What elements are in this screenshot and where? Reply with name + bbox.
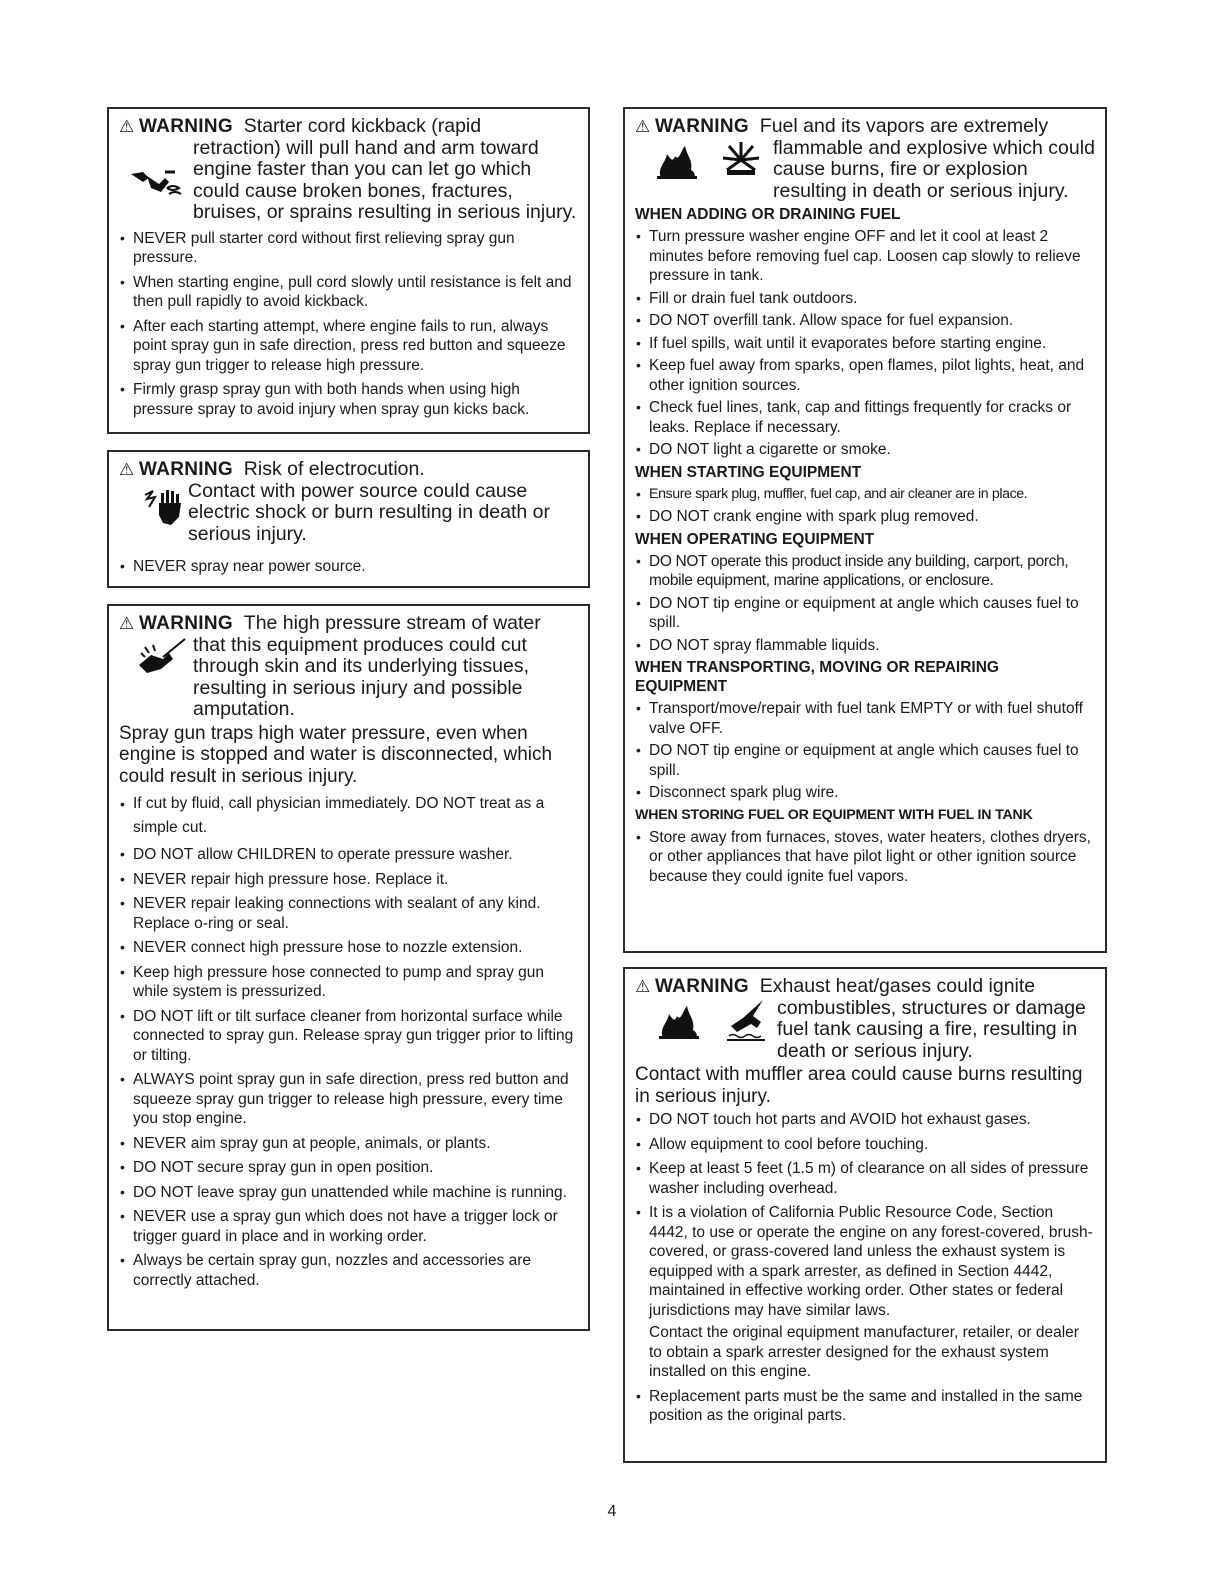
pressure-bullet-list <box>119 792 578 1290</box>
list-item: • NEVER aim spray gun at people, animals, or plants. <box>119 1134 578 1154</box>
list-item: • DO NOT tip engine or equipment at angle which causes fuel to spill. <box>635 594 1095 633</box>
warning-text-line: cause burns, fire or explosion <box>773 158 1028 180</box>
electrocution-bullet-list <box>119 557 578 577</box>
list-item: • Firmly grasp spray gun with both hands when using high pressure spray to avoid injury when spray gun kicks back. <box>119 380 578 419</box>
warning-headline: Starter cord kickback (rapid <box>243 115 482 137</box>
list-item: • DO NOT operate this product inside any building, carport, porch, mobile equipment, marine applications, or enclosure. <box>635 552 1095 591</box>
warning-text-line: resulting in serious injury and possible <box>193 676 523 699</box>
list-item: • When starting engine, pull cord slowly until resistance is felt and then pull rapidly to avoid kickback. <box>119 273 578 312</box>
list-item: • DO NOT touch hot parts and AVOID hot exhaust gases. <box>635 1110 1095 1130</box>
warning-text-line: through skin and its underlying tissues, <box>193 655 530 677</box>
fire-icon <box>655 142 699 180</box>
list-item: • Allow equipment to cool before touching. <box>635 1135 1095 1155</box>
fuel-section-heading: WHEN STORING FUEL OR EQUIPMENT WITH FUEL IN TANK <box>635 806 1033 823</box>
warning-triangle-icon: ⚠ <box>119 460 135 479</box>
list-item: • Replacement parts must be the same and installed in the same position as the original parts. <box>635 1387 1095 1426</box>
fuel-section-list <box>635 552 1095 656</box>
warning-text-line: fuel tank causing a fire, resulting in <box>777 1018 1078 1040</box>
warning-headline: The high pressure stream of water <box>243 612 541 634</box>
fluid-injection-icon <box>137 637 187 677</box>
list-item: • NEVER pull starter cord without first relieving spray gun pressure. <box>119 229 578 268</box>
list-item: • DO NOT overfill tank. Allow space for fuel expansion. <box>635 311 1095 331</box>
warning-triangle-icon: ⚠ <box>635 117 651 136</box>
warning-text-line: electric shock or burn resulting in death or <box>188 501 551 523</box>
warning-text-line: Contact with power source could cause <box>188 479 528 502</box>
exhaust-bullet-list <box>635 1110 1095 1426</box>
list-item: • NEVER repair high pressure hose. Replace it. <box>119 870 578 890</box>
list-item: • If fuel spills, wait until it evaporates before starting engine. <box>635 334 1095 354</box>
list-item: • DO NOT spray flammable liquids. <box>635 636 1095 656</box>
warning-subtext: Contact with muffler area could cause burns resulting in serious injury. <box>635 1064 1083 1107</box>
list-item: • DO NOT crank engine with spark plug removed. <box>635 507 1095 527</box>
fire-icon <box>657 1002 701 1040</box>
warning-text-line: bruises, or sprains resulting in serious injury. <box>193 201 577 223</box>
list-item: • DO NOT tip engine or equipment at angle which causes fuel to spill. <box>635 741 1095 780</box>
hot-surface-icon <box>723 998 769 1042</box>
warning-header <box>119 116 578 224</box>
warning-text-line: retraction) will pull hand and arm toward <box>193 136 539 159</box>
list-item: • Keep fuel away from sparks, open flames, pilot lights, heat, and other ignition sources. <box>635 356 1095 395</box>
list-item: • Always be certain spray gun, nozzles and accessories are correctly attached. <box>119 1251 578 1290</box>
warning-box-electrocution <box>107 450 590 588</box>
warning-text-line: resulting in death or serious injury. <box>773 179 1069 202</box>
fuel-section-heading: WHEN TRANSPORTING, MOVING OR REPAIRING EQUIPMENT <box>635 659 999 695</box>
warning-text-line: combustibles, structures or damage <box>777 996 1086 1019</box>
list-item: • DO NOT secure spray gun in open position. <box>119 1158 578 1178</box>
hand-pull-icon <box>129 164 189 200</box>
warning-text-line: that this equipment produces could cut <box>193 633 527 656</box>
warning-triangle-icon: ⚠ <box>119 117 135 136</box>
warning-box-exhaust <box>623 967 1107 1463</box>
warning-header <box>635 116 1095 202</box>
warning-triangle-icon: ⚠ <box>635 977 651 996</box>
warning-box-fuel <box>623 107 1107 953</box>
warning-subtext: Spray gun traps high water pressure, even when engine is stopped and water is disconnected, which could result in serious injury. <box>119 722 553 787</box>
fuel-section-heading: WHEN OPERATING EQUIPMENT <box>635 530 875 548</box>
warning-box-kickback <box>107 107 590 434</box>
list-item: • NEVER connect high pressure hose to nozzle extension. <box>119 938 578 958</box>
list-item: • Fill or drain fuel tank outdoors. <box>635 289 1095 309</box>
kickback-bullet-list <box>119 229 578 420</box>
fuel-section-list <box>635 699 1095 803</box>
warning-label: WARNING <box>655 116 749 137</box>
warning-text-line: engine faster than you can let go which <box>193 158 532 180</box>
warning-label: WARNING <box>139 459 233 480</box>
warning-label: WARNING <box>139 116 233 137</box>
list-item: • NEVER repair leaking connections with sealant of any kind. Replace o-ring or seal. <box>119 894 578 933</box>
warning-headline: Risk of electrocution. <box>243 458 425 480</box>
warning-label: WARNING <box>655 976 749 997</box>
list-item: • Keep at least 5 feet (1.5 m) of clearance on all sides of pressure washer including overhead. <box>635 1159 1095 1198</box>
list-item: • Store away from furnaces, stoves, water heaters, clothes dryers, or other appliances that have pilot light or other ignition source because they could ignite fuel vapors. <box>635 828 1095 887</box>
list-item: • Transport/move/repair with fuel tank EMPTY or with fuel shutoff valve OFF. <box>635 699 1095 738</box>
list-item: • ALWAYS point spray gun in safe direction, press red button and squeeze spray gun trigger to release high pressure, every time you stop engine. <box>119 1070 578 1129</box>
spark-arrester-note: Contact the original equipment manufacturer, retailer, or dealer to obtain a spark arrester designed for the exhaust system installed on this engine. <box>649 1324 1079 1380</box>
warning-headline: Fuel and its vapors are extremely <box>759 115 1049 137</box>
list-item: • NEVER spray near power source. <box>119 557 578 577</box>
warning-text-line: could cause broken bones, fractures, <box>193 179 513 202</box>
list-item: • Turn pressure washer engine OFF and let it cool at least 2 minutes before removing fuel cap. Loosen cap slowly to relieve pressure in tank. <box>635 227 1095 286</box>
list-item: • It is a violation of California Public Resource Code, Section 4442, to use or operate the engine on any forest-covered, brush-covered, or grass-covered land unless the exhaust system is equipped with a spark arrester, as defined in Section 4442, maintained in effective working order. Other states or federal jurisdictions may have similar laws. <box>635 1203 1095 1320</box>
warning-triangle-icon: ⚠ <box>119 614 135 633</box>
warning-box-pressure-stream <box>107 604 590 1331</box>
fuel-section-heading: WHEN ADDING OR DRAINING FUEL <box>635 206 901 223</box>
list-item: • If cut by fluid, call physician immediately. DO NOT treat as a simple cut. <box>119 792 578 840</box>
list-item: • DO NOT light a cigarette or smoke. <box>635 440 1095 460</box>
list-item: • NEVER use a spray gun which does not have a trigger lock or trigger guard in place and in working order. <box>119 1207 578 1246</box>
list-item: • Disconnect spark plug wire. <box>635 783 1095 803</box>
electric-shock-icon <box>141 485 183 529</box>
list-item: • DO NOT leave spray gun unattended while machine is running. <box>119 1183 578 1203</box>
fuel-section-list <box>635 485 1095 527</box>
fuel-section-heading: WHEN STARTING EQUIPMENT <box>635 463 862 481</box>
page-number: 4 <box>607 1503 617 1520</box>
list-item: • DO NOT allow CHILDREN to operate pressure washer. <box>119 845 578 865</box>
warning-text-line: serious injury. <box>188 522 307 545</box>
list-item: • Check fuel lines, tank, cap and fittings frequently for cracks or leaks. Replace if necessary. <box>635 398 1095 437</box>
list-item: • Keep high pressure hose connected to pump and spray gun while system is pressurized. <box>119 963 578 1002</box>
warning-header <box>635 976 1095 1062</box>
fuel-section-list <box>635 227 1095 460</box>
warning-headline: Exhaust heat/gases could ignite <box>759 975 1036 997</box>
list-item: • DO NOT lift or tilt surface cleaner from horizontal surface while connected to spray gun. Release spray gun trigger prior to lifting or tilting. <box>119 1007 578 1066</box>
warning-label: WARNING <box>139 613 233 634</box>
warning-text-line: amputation. <box>193 698 295 720</box>
warning-text-line: death or serious injury. <box>777 1039 973 1062</box>
warning-header <box>119 459 578 545</box>
fuel-section-list <box>635 828 1095 887</box>
explosion-icon <box>719 140 763 180</box>
list-item: • Ensure spark plug, muffler, fuel cap, and air cleaner are in place. <box>635 485 1095 505</box>
warning-header <box>119 613 578 721</box>
list-item: • After each starting attempt, where engine fails to run, always point spray gun in safe direction, press red button and squeeze spray gun trigger to release high pressure. <box>119 317 578 376</box>
warning-text-line: flammable and explosive which could <box>773 136 1095 159</box>
